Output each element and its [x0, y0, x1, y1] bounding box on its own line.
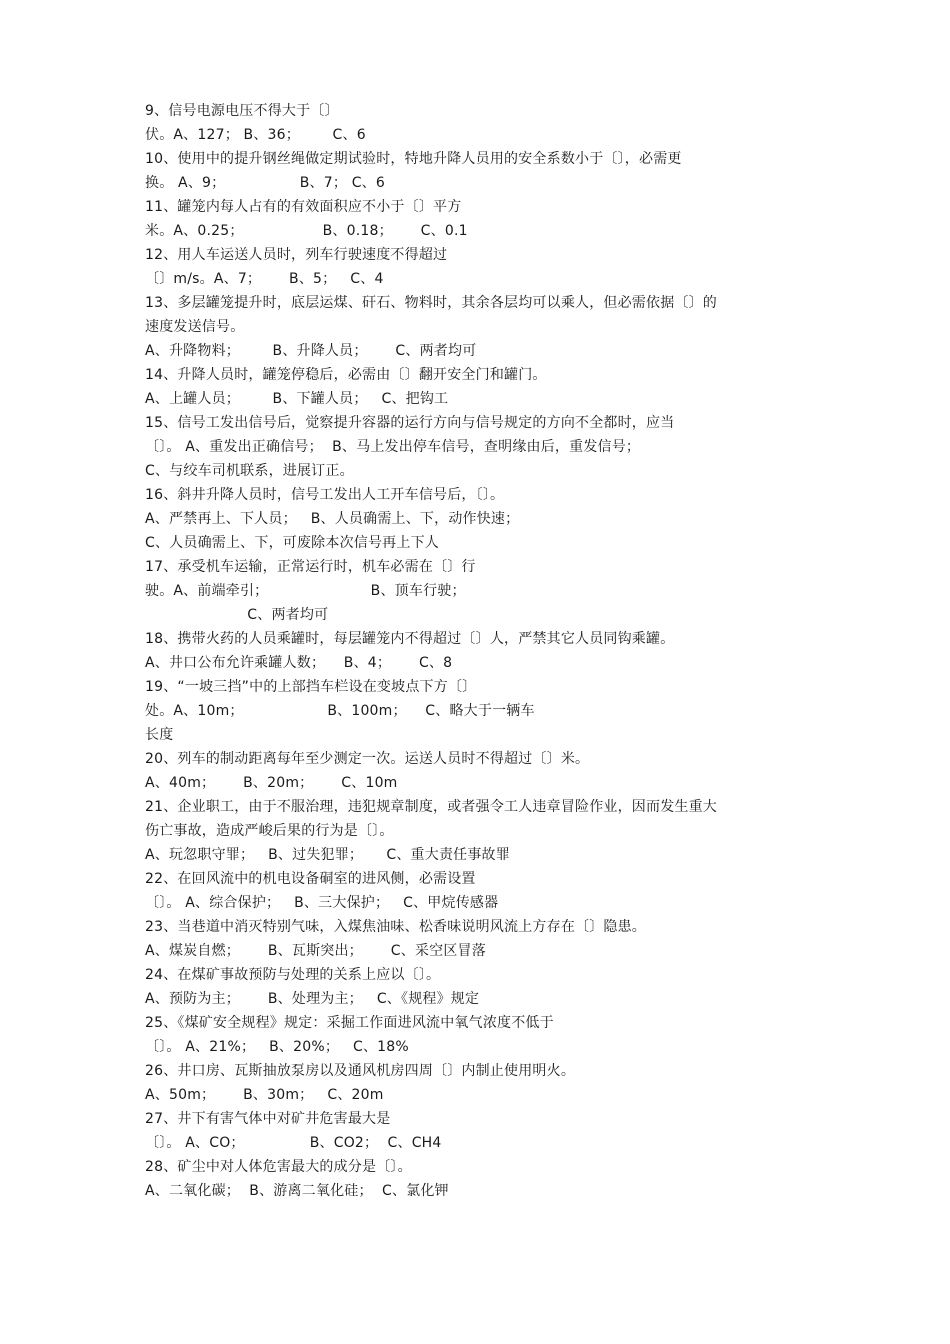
text-line: A、井口公布允许乘罐人数； B、4； C、8 — [145, 655, 453, 671]
text-line: C、两者均可 — [145, 607, 329, 623]
text-line: 〔〕m/s。A、7； B、5； C、4 — [145, 271, 384, 287]
text-line: 处。A、10m； B、100m； C、略大于一辆车 — [145, 703, 535, 719]
text-line: 14、升降人员时，罐笼停稳后，必需由〔〕翻开安全门和罐门。 — [145, 367, 547, 383]
text-line: 23、当巷道中消灭特别气味，入煤焦油味、松香味说明风流上方存在〔〕隐患。 — [145, 919, 647, 935]
text-line: 9、信号电源电压不得大于〔〕 — [145, 103, 339, 119]
text-line: 25、《煤矿安全规程》规定：采掘工作面进风流中氧气浓度不低于 — [145, 1015, 554, 1031]
text-line: 16、斜井升降人员时，信号工发出人工开车信号后，〔〕。 — [145, 487, 505, 503]
text-line: C、与绞车司机联系，进展订正。 — [145, 463, 354, 479]
text-line: A、严禁再上、下人员； B、人员确需上、下，动作快速； — [145, 511, 520, 527]
text-line: 19、“一坡三挡”中的上部挡车栏设在变坡点下方〔〕 — [145, 679, 477, 695]
text-line: 换。 A、9； B、7； C、6 — [145, 175, 385, 191]
text-line: 〔〕。 A、CO； B、CO2； C、CH4 — [145, 1135, 442, 1151]
text-line: 伏。A、127； B、36； C、6 — [145, 127, 366, 143]
text-line: A、50m； B、30m； C、20m — [145, 1087, 384, 1103]
text-line: 22、在回风流中的机电设备硐室的进风侧，必需设置 — [145, 871, 476, 887]
text-line: A、升降物料； B、升降人员； C、两者均可 — [145, 343, 477, 359]
text-line: A、预防为主； B、处理为主； C、《规程》规定 — [145, 991, 480, 1007]
text-line: 米。A、0.25； B、0.18； C、0.1 — [145, 223, 468, 239]
text-line: 13、多层罐笼提升时，底层运煤、矸石、物料时，其余各层均可以乘人，但必需依据〔〕的 — [145, 295, 718, 311]
text-line: 28、矿尘中对人体危害最大的成分是〔〕。 — [145, 1159, 412, 1175]
text-line: A、二氧化碳； B、游离二氧化硅； C、氯化钾 — [145, 1183, 449, 1199]
text-line: 〔〕。 A、综合保护； B、三大保护； C、甲烷传感器 — [145, 895, 499, 911]
text-line: 26、井口房、瓦斯抽放泵房以及通风机房四周〔〕内制止使用明火。 — [145, 1063, 576, 1079]
text-line: 15、信号工发出信号后，觉察提升容器的运行方向与信号规定的方向不全都时，应当 — [145, 415, 675, 431]
text-line: A、上罐人员； B、下罐人员； C、把钩工 — [145, 391, 449, 407]
question-list — [145, 99, 825, 1203]
text-line: 〔〕。 A、重发出正确信号； B、马上发出停车信号，查明缘由后，重发信号； — [145, 439, 641, 455]
text-line: A、40m； B、20m； C、10m — [145, 775, 398, 791]
text-line: 27、井下有害气体中对矿井危害最大是 — [145, 1111, 391, 1127]
text-line: 18、携带火药的人员乘罐时，每层罐笼内不得超过〔〕人，严禁其它人员同钩乘罐。 — [145, 631, 675, 647]
text-line: 24、在煤矿事故预防与处理的关系上应以〔〕。 — [145, 967, 441, 983]
text-line: 21、企业职工，由于不服治理，违犯规章制度，或者强令工人违章冒险作业，因而发生重大 — [145, 799, 718, 815]
text-line: 12、用人车运送人员时，列车行驶速度不得超过 — [145, 247, 448, 263]
text-line: A、玩忽职守罪； B、过失犯罪； C、重大责任事故罪 — [145, 847, 510, 863]
text-line: 17、承受机车运输，正常运行时，机车必需在〔〕行 — [145, 559, 476, 575]
text-line: 驶。A、前端牵引； B、顶车行驶； — [145, 583, 466, 599]
text-line: 速度发送信号。 — [145, 319, 245, 335]
text-line: C、人员确需上、下，可废除本次信号再上下人 — [145, 535, 439, 551]
text-line: 长度 — [145, 727, 174, 743]
text-line: 11、罐笼内每人占有的有效面积应不小于〔〕平方 — [145, 199, 462, 215]
text-line: A、煤炭自燃； B、瓦斯突出； C、采空区冒落 — [145, 943, 486, 959]
text-line: 伤亡事故，造成严峻后果的行为是〔〕。 — [145, 823, 394, 839]
text-line: 10、使用中的提升钢丝绳做定期试验时，特地升降人员用的安全系数小于〔〕，必需更 — [145, 151, 682, 167]
text-line: 20、列车的制动距离每年至少测定一次。运送人员时不得超过〔〕米。 — [145, 751, 590, 767]
text-line: 〔〕。 A、21%； B、20%； C、18% — [145, 1039, 409, 1055]
